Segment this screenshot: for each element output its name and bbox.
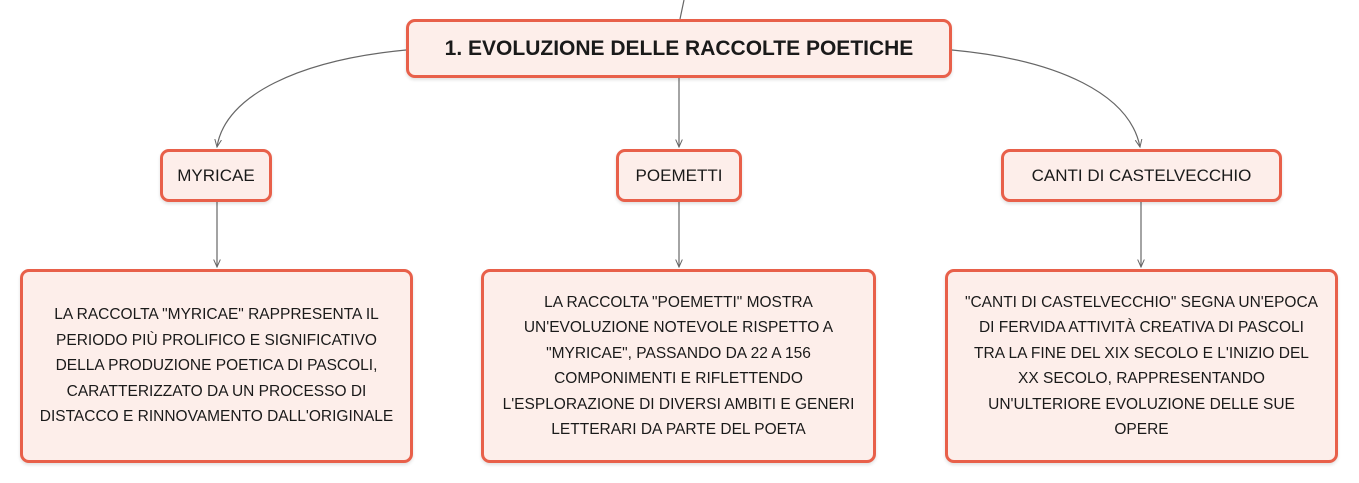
subtopic-canti-description[interactable] xyxy=(945,269,1338,463)
root-topic-label: 1. EVOLUZIONE DELLE RACCOLTE POETICHE xyxy=(444,36,914,60)
connector-root-to-canti xyxy=(952,50,1140,147)
topic-myricae-label: MYRICAE xyxy=(177,165,255,185)
connector-from-parent xyxy=(680,0,684,19)
topic-poemetti-label: POEMETTI xyxy=(635,165,723,185)
root-topic[interactable] xyxy=(406,19,952,78)
subtopic-poemetti-text: LA RACCOLTA "POEMETTI" MOSTRA UN'EVOLUZIONE NOTEVOLE RISPETTO A "MYRICAE", PASSANDO DA 22 A 156 COMPONIMENTI E RIFLETTENDO L'ESPLORAZIONE DI DIVERSI AMBITI E GENERI LETTERARI DA PARTE DEL POETA xyxy=(502,293,855,438)
subtopic-poemetti-description[interactable] xyxy=(481,269,876,463)
subtopic-canti-text: "CANTI DI CASTELVECCHIO" SEGNA UN'EPOCA DI FERVIDA ATTIVITÀ CREATIVA DI PASCOLI TRA LA FINE DEL XIX SECOLO E L'INIZIO DEL XX SECOLO, RAPPRESENTANDO UN'ULTERIORE EVOLUZIONE DELLE SUE OPERE xyxy=(964,293,1319,438)
connector-root-to-myricae xyxy=(217,50,406,147)
topic-myricae[interactable] xyxy=(160,149,272,202)
topic-canti-di-castelvecchio[interactable] xyxy=(1001,149,1282,202)
topic-poemetti[interactable] xyxy=(616,149,742,202)
topic-canti-label: CANTI DI CASTELVECCHIO xyxy=(1031,165,1252,185)
subtopic-myricae-text: LA RACCOLTA "MYRICAE" RAPPRESENTA IL PERIODO PIÙ PROLIFICO E SIGNIFICATIVO DELLA PRODUZIONE POETICA DI PASCOLI, CARATTERIZZATO DA UN PROCESSO DI DISTACCO E RINNOVAMENTO DALL'ORIGINALE xyxy=(39,306,394,426)
subtopic-myricae-description[interactable] xyxy=(20,269,413,463)
